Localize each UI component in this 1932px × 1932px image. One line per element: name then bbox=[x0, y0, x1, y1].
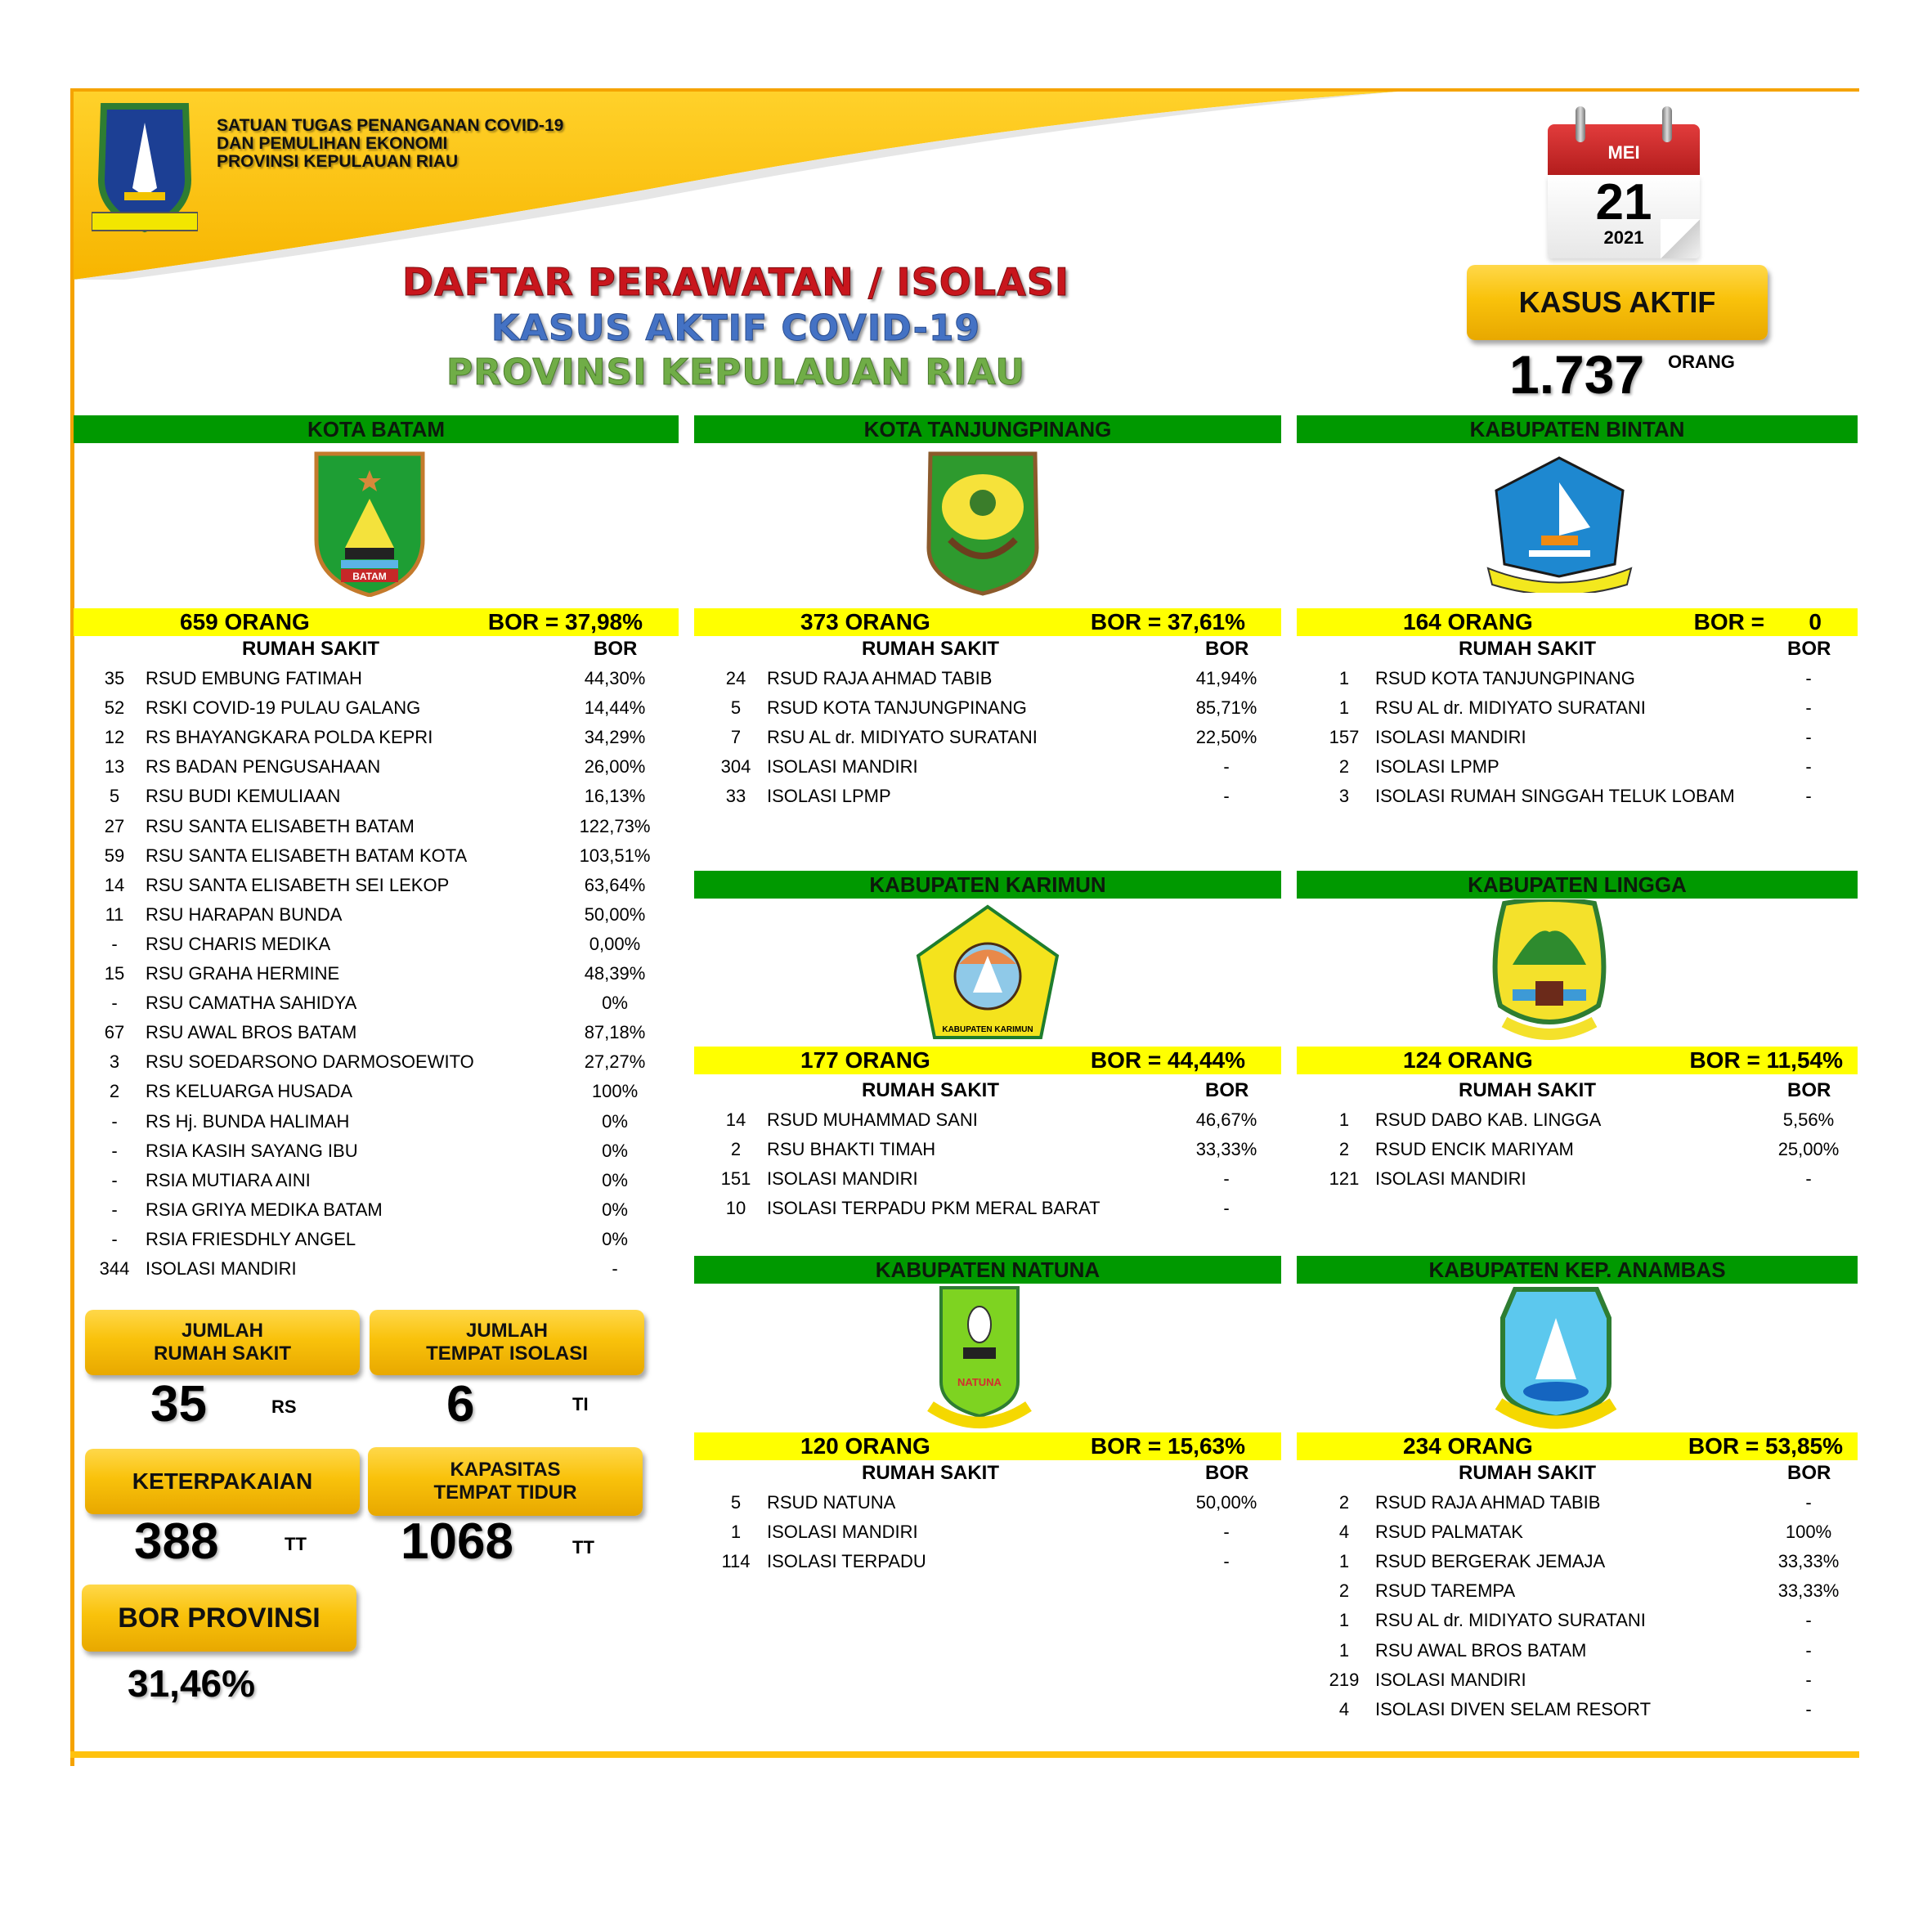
bor-value: 0,00% bbox=[589, 933, 641, 954]
table-row bbox=[90, 1077, 664, 1106]
summary-bar-bintan bbox=[1297, 608, 1858, 636]
org-line-1: SATUAN TUGAS PENANGANAN COVID-19 bbox=[217, 116, 564, 135]
table-row bbox=[1320, 782, 1858, 811]
bor-value: 50,00% bbox=[584, 903, 646, 925]
stat-rumah-sakit-unit: RS bbox=[271, 1396, 297, 1417]
bintan-emblem-icon bbox=[1484, 454, 1635, 593]
col-header-bor: BOR bbox=[1205, 1462, 1249, 1484]
hospital-name: ISOLASI DIVEN SELAM RESORT bbox=[1375, 1698, 1652, 1719]
col-header-bor: BOR bbox=[1205, 1079, 1249, 1101]
table-row bbox=[1320, 723, 1858, 752]
hospital-name: RSKI COVID-19 PULAU GALANG bbox=[146, 697, 421, 719]
summary-bar-natuna bbox=[694, 1432, 1281, 1460]
hospital-name: RSU BUDI KEMULIAAN bbox=[146, 786, 341, 807]
label-line-2: TEMPAT TIDUR bbox=[433, 1481, 577, 1504]
patient-count: - bbox=[111, 933, 118, 954]
patient-count: 1 bbox=[1338, 668, 1350, 688]
patient-count: 3 bbox=[1338, 786, 1350, 807]
bor-value: - bbox=[1805, 1639, 1812, 1661]
svg-text:BATAM: BATAM bbox=[352, 571, 387, 582]
page-title-line-1: DAFTAR PERAWATAN / ISOLASI bbox=[401, 260, 1070, 304]
table-row bbox=[90, 664, 664, 693]
col-header-hospital: RUMAH SAKIT bbox=[1459, 1462, 1596, 1484]
col-header-hospital: RUMAH SAKIT bbox=[1459, 638, 1596, 660]
table-row bbox=[711, 752, 1275, 782]
hospital-name: ISOLASI MANDIRI bbox=[1375, 1669, 1526, 1690]
hospital-name: ISOLASI MANDIRI bbox=[767, 1522, 918, 1543]
table-row bbox=[90, 1166, 664, 1195]
bor-value: - bbox=[1223, 786, 1230, 807]
patient-count: 5 bbox=[730, 1492, 742, 1513]
orang-count: 164 ORANG bbox=[1403, 609, 1533, 634]
table-row bbox=[711, 1517, 1275, 1547]
patient-count: 27 bbox=[104, 815, 125, 836]
patient-count: 2 bbox=[1338, 756, 1350, 778]
hospital-name: RSU CAMATHA SAHIDYA bbox=[146, 993, 357, 1014]
region-header-batam: KOTA BATAM bbox=[74, 415, 679, 443]
patient-count: 33 bbox=[725, 786, 746, 807]
hospital-name: ISOLASI MANDIRI bbox=[767, 1168, 918, 1190]
stat-kapasitas-unit: TT bbox=[572, 1537, 594, 1558]
table-row bbox=[90, 1107, 664, 1136]
table-row bbox=[1320, 1636, 1858, 1665]
patient-count: 1 bbox=[1338, 1109, 1350, 1130]
col-header-hospital: RUMAH SAKIT bbox=[862, 1079, 999, 1101]
hospital-name: RSU AL dr. MIDIYATO SURATANI bbox=[1375, 697, 1646, 719]
patient-count: 24 bbox=[725, 668, 746, 688]
table-row bbox=[90, 1047, 664, 1077]
bor-value: - bbox=[1223, 756, 1230, 778]
patient-count: - bbox=[111, 1110, 118, 1132]
patient-count: 4 bbox=[1338, 1698, 1350, 1719]
label-line-2: RUMAH SAKIT bbox=[154, 1343, 291, 1365]
hospital-name: RSUD RAJA AHMAD TABIB bbox=[767, 668, 993, 688]
bor-value: - bbox=[1805, 697, 1812, 719]
col-header-bor: BOR bbox=[1787, 638, 1831, 660]
table-row bbox=[90, 1018, 664, 1047]
bor-value: BOR = 11,54% bbox=[1689, 1047, 1843, 1073]
calendar-year: 2021 bbox=[1603, 227, 1644, 248]
patient-count: - bbox=[111, 1140, 118, 1161]
patient-count: 67 bbox=[104, 1022, 125, 1043]
patient-count: 121 bbox=[1329, 1168, 1360, 1190]
table-row bbox=[1320, 1547, 1858, 1576]
patient-count: 157 bbox=[1329, 727, 1360, 748]
tanjungpinang-emblem-icon bbox=[922, 450, 1043, 597]
patient-count: 1 bbox=[1338, 697, 1350, 719]
table-row bbox=[90, 782, 664, 811]
table-row bbox=[711, 1547, 1275, 1576]
patient-count: 344 bbox=[99, 1258, 130, 1279]
hospital-name: RSU AWAL BROS BATAM bbox=[1375, 1639, 1587, 1661]
region-header-tanjungpinang: KOTA TANJUNGPINANG bbox=[694, 415, 1281, 443]
hospital-name: RSUD MUHAMMAD SANI bbox=[767, 1109, 978, 1130]
hospital-name: RSUD KOTA TANJUNGPINANG bbox=[767, 697, 1027, 719]
label-line-1: KAPASITAS bbox=[450, 1459, 561, 1481]
page-title-line-3: PROVINSI KEPULAUAN RIAU bbox=[446, 352, 1026, 393]
patient-count: 14 bbox=[725, 1109, 746, 1130]
table-row bbox=[90, 959, 664, 988]
bor-value: - bbox=[1805, 1610, 1812, 1631]
stat-tempat-isolasi-value: 6 bbox=[446, 1376, 475, 1432]
label-line-1: JUMLAH bbox=[182, 1320, 263, 1342]
patient-count: 151 bbox=[720, 1168, 751, 1190]
calendar-page bbox=[1548, 175, 1700, 258]
label-line-2: TEMPAT ISOLASI bbox=[426, 1343, 588, 1365]
bor-value: 0% bbox=[602, 1169, 628, 1190]
patient-count: 4 bbox=[1338, 1522, 1350, 1543]
orang-count: 124 ORANG bbox=[1403, 1047, 1533, 1073]
batam-emblem-icon bbox=[312, 450, 427, 597]
bor-value: 100% bbox=[591, 1081, 639, 1102]
patient-count: 14 bbox=[104, 874, 125, 895]
col-header-bor: BOR bbox=[1787, 1462, 1831, 1484]
hospital-name: RSU AL dr. MIDIYATO SURATANI bbox=[1375, 1610, 1646, 1631]
table-row bbox=[1320, 1695, 1858, 1724]
col-header-hospital: RUMAH SAKIT bbox=[862, 1462, 999, 1484]
bor-value: - bbox=[1805, 1492, 1812, 1513]
patient-count: 13 bbox=[104, 756, 125, 778]
summary-bar-lingga bbox=[1297, 1047, 1858, 1074]
bor-value: BOR = 0 bbox=[1693, 609, 1822, 634]
table-row bbox=[711, 1488, 1275, 1517]
bor-value: 63,64% bbox=[584, 874, 646, 895]
karimun-emblem-icon bbox=[914, 903, 1061, 1042]
org-line-2: DAN PEMULIHAN EKONOMI bbox=[217, 134, 448, 153]
table-row bbox=[711, 693, 1275, 723]
summary-bar-tanjungpinang bbox=[694, 608, 1281, 636]
table-row bbox=[711, 1164, 1275, 1194]
hospital-name: RS BADAN PENGUSAHAAN bbox=[146, 756, 381, 778]
svg-text:NATUNA: NATUNA bbox=[957, 1376, 1002, 1388]
table-row bbox=[90, 841, 664, 871]
table-row bbox=[1320, 664, 1858, 693]
kasus-aktif-value: 1.737 bbox=[1509, 344, 1645, 405]
patient-count: 52 bbox=[104, 697, 125, 719]
table-row bbox=[90, 988, 664, 1018]
hospital-name: ISOLASI MANDIRI bbox=[146, 1258, 297, 1279]
table-row bbox=[711, 1105, 1275, 1135]
bor-value: 50,00% bbox=[1195, 1492, 1257, 1513]
patient-count: - bbox=[111, 1228, 118, 1249]
bor-value: 22,50% bbox=[1195, 727, 1257, 748]
patient-count: 304 bbox=[720, 756, 751, 778]
svg-text:KABUPATEN KARIMUN: KABUPATEN KARIMUN bbox=[942, 1025, 1033, 1034]
bor-value: 0% bbox=[602, 1140, 628, 1161]
patient-count: 1 bbox=[730, 1522, 742, 1543]
stat-rumah-sakit-label bbox=[85, 1310, 360, 1375]
table-row bbox=[711, 664, 1275, 693]
table-row bbox=[711, 1194, 1275, 1223]
patient-count: 219 bbox=[1329, 1669, 1360, 1690]
bor-value: - bbox=[612, 1258, 618, 1279]
bor-value: - bbox=[1223, 1198, 1230, 1219]
bor-value: 44,30% bbox=[584, 668, 646, 688]
page-title-line-2: KASUS AKTIF COVID-19 bbox=[491, 307, 981, 349]
bor-value: - bbox=[1805, 786, 1812, 807]
bor-value: 103,51% bbox=[579, 845, 651, 866]
patient-count: 1 bbox=[1338, 1551, 1350, 1572]
table-row bbox=[1320, 1665, 1858, 1695]
orang-count: 177 ORANG bbox=[800, 1047, 930, 1073]
stat-bor-provinsi-label: BOR PROVINSI bbox=[82, 1585, 356, 1652]
stat-kapasitas-label bbox=[368, 1447, 643, 1516]
bor-value: 41,94% bbox=[1195, 668, 1257, 688]
patient-count: 2 bbox=[1338, 1492, 1350, 1513]
col-header-hospital: RUMAH SAKIT bbox=[242, 638, 379, 660]
hospital-name: RSUD EMBUNG FATIMAH bbox=[146, 668, 362, 688]
summary-bar-karimun bbox=[694, 1047, 1281, 1074]
hospital-name: RSU CHARIS MEDIKA bbox=[146, 933, 331, 954]
hospital-name: RSIA FRIESDHLY ANGEL bbox=[146, 1228, 356, 1249]
stat-kapasitas-value: 1068 bbox=[401, 1513, 513, 1570]
table-row bbox=[90, 812, 664, 841]
table-row bbox=[1320, 1135, 1858, 1164]
hospital-name: ISOLASI LPMP bbox=[767, 786, 891, 807]
region-header-lingga: KABUPATEN LINGGA bbox=[1297, 871, 1858, 899]
hospital-name: RS KELUARGA HUSADA bbox=[146, 1081, 353, 1102]
calendar-ring-icon bbox=[1662, 106, 1672, 142]
bor-value: BOR = 53,85% bbox=[1688, 1433, 1843, 1459]
hospital-name: RSU SANTA ELISABETH SEI LEKOP bbox=[146, 874, 450, 895]
table-row bbox=[90, 723, 664, 752]
calendar-day: 21 bbox=[1595, 174, 1652, 231]
patient-count: 114 bbox=[721, 1551, 751, 1572]
table-row bbox=[90, 1225, 664, 1254]
table-row bbox=[1320, 1606, 1858, 1635]
patient-count: 11 bbox=[105, 903, 124, 925]
patient-count: 10 bbox=[725, 1198, 746, 1219]
bor-value: - bbox=[1223, 1168, 1230, 1190]
patient-count: - bbox=[111, 1199, 118, 1220]
anambas-emblem-icon bbox=[1495, 1285, 1617, 1432]
hospital-name: RSUD TAREMPA bbox=[1375, 1580, 1516, 1602]
natuna-emblem-icon bbox=[926, 1284, 1033, 1431]
patient-count: 59 bbox=[104, 845, 125, 866]
bor-value: - bbox=[1805, 727, 1812, 748]
bor-value: 33,33% bbox=[1777, 1580, 1840, 1602]
table-row bbox=[90, 900, 664, 930]
table-row bbox=[1320, 1576, 1858, 1606]
summary-bar-anambas bbox=[1297, 1432, 1858, 1460]
footer-bar bbox=[70, 1751, 1859, 1758]
region-header-natuna: KABUPATEN NATUNA bbox=[694, 1256, 1281, 1284]
region-header-anambas: KABUPATEN KEP. ANAMBAS bbox=[1297, 1256, 1858, 1284]
col-header-bor: BOR bbox=[594, 638, 638, 660]
table-row bbox=[90, 1254, 664, 1284]
orang-count: 234 ORANG bbox=[1403, 1433, 1533, 1459]
hospital-name: ISOLASI TERPADU PKM MERAL BARAT bbox=[767, 1198, 1100, 1219]
hospital-name: RSIA KASIH SAYANG IBU bbox=[146, 1140, 358, 1161]
bor-value: 26,00% bbox=[584, 756, 646, 778]
patient-count: 7 bbox=[730, 727, 742, 748]
calendar-ring-icon bbox=[1576, 106, 1585, 142]
stat-tempat-isolasi-label bbox=[370, 1310, 644, 1375]
hospital-name: RSU AWAL BROS BATAM bbox=[146, 1022, 357, 1043]
hospital-name: ISOLASI TERPADU bbox=[767, 1551, 926, 1572]
calendar-icon bbox=[1548, 106, 1700, 258]
kasus-aktif-label: KASUS AKTIF bbox=[1467, 265, 1768, 340]
bor-value: 0% bbox=[602, 1228, 628, 1249]
bor-value: - bbox=[1223, 1522, 1230, 1543]
bor-value: BOR = 15,63% bbox=[1090, 1433, 1245, 1459]
hospital-name: ISOLASI MANDIRI bbox=[767, 756, 918, 778]
hospital-name: RS Hj. BUNDA HALIMAH bbox=[146, 1110, 350, 1132]
calendar-month: MEI bbox=[1548, 124, 1700, 175]
bor-value: 5,56% bbox=[1782, 1109, 1835, 1130]
table-row bbox=[90, 930, 664, 959]
table-row bbox=[1320, 693, 1858, 723]
col-header-bor: BOR bbox=[1205, 638, 1249, 660]
hospital-name: ISOLASI MANDIRI bbox=[1375, 1168, 1526, 1190]
table-row bbox=[90, 871, 664, 900]
patient-count: 1 bbox=[1338, 1610, 1350, 1631]
bor-value: 14,44% bbox=[584, 697, 646, 719]
bor-value: 122,73% bbox=[579, 815, 651, 836]
col-header-hospital: RUMAH SAKIT bbox=[1459, 1079, 1596, 1101]
patient-count: - bbox=[111, 993, 118, 1014]
table-row bbox=[711, 782, 1275, 811]
org-name bbox=[217, 117, 563, 171]
patient-count: 2 bbox=[730, 1139, 742, 1160]
lingga-emblem-icon bbox=[1488, 899, 1611, 1047]
hospital-name: RSU HARAPAN BUNDA bbox=[146, 903, 343, 925]
patient-count: 35 bbox=[104, 668, 125, 688]
kasus-aktif-unit: ORANG bbox=[1668, 352, 1735, 372]
bor-value: 33,33% bbox=[1777, 1551, 1840, 1572]
bor-value: 85,71% bbox=[1195, 697, 1257, 719]
bor-value: 16,13% bbox=[584, 786, 646, 807]
hospital-name: RSUD DABO KAB. LINGGA bbox=[1375, 1109, 1602, 1130]
patient-count: 12 bbox=[104, 727, 125, 748]
page-curl-icon bbox=[1661, 219, 1700, 258]
hospital-name: RSUD PALMATAK bbox=[1375, 1522, 1523, 1543]
hospital-name: RS BHAYANGKARA POLDA KEPRI bbox=[146, 727, 433, 748]
hospital-name: RSU SOEDARSONO DARMOSOEWITO bbox=[146, 1051, 474, 1073]
table-row bbox=[1320, 1517, 1858, 1547]
region-header-karimun: KABUPATEN KARIMUN bbox=[694, 871, 1281, 899]
bor-value: 27,27% bbox=[584, 1051, 646, 1073]
provinsi-kepri-emblem-icon bbox=[92, 98, 198, 237]
hospital-name: RSUD KOTA TANJUNGPINANG bbox=[1375, 668, 1635, 688]
bor-value: - bbox=[1805, 1669, 1812, 1690]
orang-count: 373 ORANG bbox=[800, 609, 930, 634]
hospital-name: RSU SANTA ELISABETH BATAM bbox=[146, 815, 415, 836]
bor-value: 33,33% bbox=[1195, 1139, 1257, 1160]
patient-count: 3 bbox=[109, 1051, 120, 1073]
hospital-name: ISOLASI MANDIRI bbox=[1375, 727, 1526, 748]
bor-value: 0% bbox=[602, 1199, 628, 1220]
bor-value: 0% bbox=[602, 1110, 628, 1132]
stat-keterpakaian-value: 388 bbox=[134, 1513, 219, 1570]
bor-value: 87,18% bbox=[584, 1022, 646, 1043]
table-row bbox=[90, 693, 664, 723]
hospital-name: RSU SANTA ELISABETH BATAM KOTA bbox=[146, 845, 468, 866]
patient-count: - bbox=[111, 1169, 118, 1190]
hospital-name: RSIA MUTIARA AINI bbox=[146, 1169, 311, 1190]
orang-count: 120 ORANG bbox=[800, 1433, 930, 1459]
patient-count: 15 bbox=[104, 963, 125, 984]
patient-count: 2 bbox=[109, 1081, 120, 1102]
summary-bar-batam bbox=[74, 608, 679, 636]
col-header-bor: BOR bbox=[1787, 1079, 1831, 1101]
hospital-name: RSUD BERGERAK JEMAJA bbox=[1375, 1551, 1606, 1572]
bor-value: - bbox=[1223, 1551, 1230, 1572]
table-row bbox=[90, 1136, 664, 1166]
hospital-name: RSU BHAKTI TIMAH bbox=[767, 1139, 936, 1160]
table-row bbox=[1320, 1488, 1858, 1517]
hospital-name: RSU AL dr. MIDIYATO SURATANI bbox=[767, 727, 1038, 748]
orang-count: 659 ORANG bbox=[180, 609, 310, 634]
hospital-name: ISOLASI RUMAH SINGGAH TELUK LOBAM bbox=[1375, 786, 1735, 807]
stat-bor-provinsi-value: 31,46% bbox=[128, 1662, 256, 1705]
region-header-bintan: KABUPATEN BINTAN bbox=[1297, 415, 1858, 443]
bor-value: - bbox=[1805, 756, 1812, 778]
patient-count: 1 bbox=[1338, 1639, 1350, 1661]
bor-value: 100% bbox=[1785, 1522, 1832, 1543]
table-row bbox=[711, 1135, 1275, 1164]
bor-value: 48,39% bbox=[584, 963, 646, 984]
bor-value: 0% bbox=[602, 993, 628, 1014]
org-line-3: PROVINSI KEPULAUAN RIAU bbox=[217, 152, 459, 171]
bor-value: 34,29% bbox=[584, 727, 646, 748]
hospital-name: RSUD NATUNA bbox=[767, 1492, 896, 1513]
patient-count: 2 bbox=[1338, 1580, 1350, 1602]
hospital-name: RSIA GRIYA MEDIKA BATAM bbox=[146, 1199, 383, 1220]
bor-value: - bbox=[1805, 1698, 1812, 1719]
table-row bbox=[90, 1195, 664, 1225]
stat-tempat-isolasi-unit: TI bbox=[572, 1394, 589, 1414]
hospital-name: RSUD ENCIK MARIYAM bbox=[1375, 1139, 1574, 1160]
bor-value: - bbox=[1805, 668, 1812, 688]
col-header-hospital: RUMAH SAKIT bbox=[862, 638, 999, 660]
hospital-name: RSUD RAJA AHMAD TABIB bbox=[1375, 1492, 1601, 1513]
patient-count: 5 bbox=[730, 697, 742, 719]
stat-keterpakaian-label: KETERPAKAIAN bbox=[85, 1449, 360, 1514]
hospital-name: ISOLASI LPMP bbox=[1375, 756, 1499, 778]
stat-keterpakaian-unit: TT bbox=[285, 1534, 307, 1554]
table-row bbox=[1320, 1105, 1858, 1135]
bor-value: 25,00% bbox=[1777, 1139, 1840, 1160]
table-row bbox=[1320, 752, 1858, 782]
patient-count: 5 bbox=[109, 786, 120, 807]
table-row bbox=[1320, 1164, 1858, 1194]
patient-count: 2 bbox=[1338, 1139, 1350, 1160]
table-row bbox=[711, 723, 1275, 752]
bor-value: BOR = 37,61% bbox=[1090, 609, 1245, 634]
bor-value: BOR = 37,98% bbox=[487, 609, 643, 634]
bor-value: 46,67% bbox=[1195, 1109, 1257, 1130]
stat-rumah-sakit-value: 35 bbox=[150, 1376, 207, 1432]
hospital-name: RSU GRAHA HERMINE bbox=[146, 963, 340, 984]
bor-value: - bbox=[1805, 1168, 1812, 1190]
bor-value: BOR = 44,44% bbox=[1090, 1047, 1245, 1073]
table-row bbox=[90, 752, 664, 782]
label-line-1: JUMLAH bbox=[466, 1320, 548, 1342]
